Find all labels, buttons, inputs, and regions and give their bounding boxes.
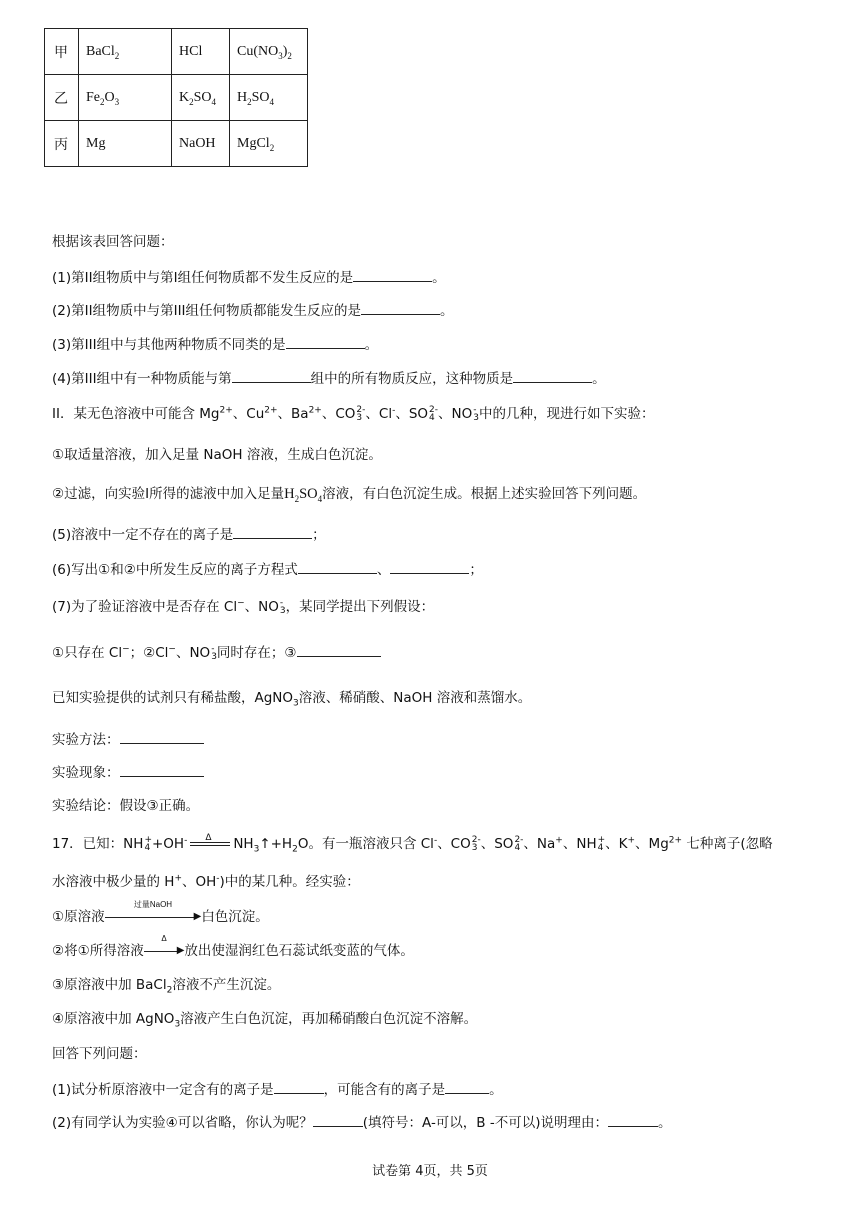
answer-blank[interactable]: [445, 1079, 489, 1094]
answer-question-2: (2)有同学认为实验④可以省略，你认为呢？ (填符号：A-可以，B -不可以)说明理由： 。: [52, 1112, 672, 1133]
group-label: 乙: [45, 75, 79, 121]
experiment-method: 实验方法：: [52, 729, 204, 750]
table-cell: $K_2SO_4$: [172, 75, 230, 121]
reaction-arrow: 过量NaOH ▶: [105, 907, 202, 927]
experiment-1: ①取适量溶液，加入足量 NaOH 溶液，生成白色沉淀。: [52, 447, 382, 463]
table-cell: BaCl$_2$: [79, 29, 172, 75]
answer-blank[interactable]: [513, 368, 592, 383]
step-4: ④原溶液中加 AgNO$_3$溶液产生白色沉淀，再加稀硝酸白色沉淀不溶解。: [52, 1011, 478, 1030]
table-cell: NaOH: [172, 121, 230, 167]
question-3: (3)第III组中与其他两种物质不同类的是 。: [52, 334, 378, 355]
substance-table: [44, 28, 308, 167]
answer-blank[interactable]: [608, 1112, 658, 1127]
question-2: (2)第II组物质中与第III组任何物质都能发生反应的是 。: [52, 300, 454, 321]
answer-prompt: 回答下列问题：: [52, 1046, 147, 1062]
answer-question-1: (1)试分析原溶液中一定含有的离子是 ，可能含有的离子是 。: [52, 1079, 503, 1100]
answer-blank[interactable]: [298, 559, 377, 574]
experiment-2: ②过滤，向实验I所得的滤液中加入足量$H_2SO_4$溶液，有白色沉淀生成。根据上述实验回答下列问题。: [52, 486, 647, 504]
answer-blank[interactable]: [120, 729, 204, 744]
table-cell: $Fe_2O_3$: [79, 75, 172, 121]
step-2: ②将①所得溶液 Δ ▶放出使湿润红色石蕊试纸变蓝的气体。: [52, 934, 414, 959]
experiment-phenomenon: 实验现象：: [52, 762, 204, 783]
answer-blank[interactable]: [274, 1079, 324, 1094]
step-3: ③原溶液中加 BaCl$_2$溶液不产生沉淀。: [52, 977, 281, 996]
part-ii-stem: II．某无色溶液中可能含 $Mg^{2+}$、$Cu^{2+}$、$Ba^{2+}$、CO 2- 3 、Cl-、SO 2- 4 、NO - 3 中的几种，现进行如下实验：: [52, 405, 655, 423]
question-5: (5)溶液中一定不存在的离子是 ；: [52, 524, 326, 545]
intro-text: 根据该表回答问题：: [52, 234, 174, 250]
table-cell: $H_2SO_4$: [230, 75, 308, 121]
answer-blank[interactable]: [361, 300, 440, 315]
question-4: (4)第III组中有一种物质能与第 组中的所有物质反应，这种物质是 。: [52, 368, 606, 389]
page-footer: 试卷第 4页，共 5页: [372, 1164, 488, 1179]
answer-blank[interactable]: [297, 642, 381, 657]
table-row: [45, 75, 308, 121]
table-cell: Mg: [79, 121, 172, 167]
answer-blank[interactable]: [232, 368, 311, 383]
question-17-line2: 水溶液中极少量的 H+、OH-)中的某几种。经实验：: [52, 873, 360, 890]
experiment-conclusion: 实验结论：假设③正确。: [52, 798, 200, 814]
answer-blank[interactable]: [313, 1112, 363, 1127]
step-1: ①原溶液 过量NaOH ▶白色沉淀。: [52, 900, 269, 925]
table-row: [45, 29, 308, 75]
heating-arrow: Δ ▶: [144, 941, 185, 961]
group-label: 甲: [45, 29, 79, 75]
hypotheses: ①只存在 Cl−；②Cl−、NO - 3 同时存在；③: [52, 642, 381, 663]
table-cell: HCl: [172, 29, 230, 75]
answer-blank[interactable]: [286, 334, 365, 349]
heating-equals-sign: Δ: [190, 839, 230, 849]
table-cell: $Cu(NO_3)_2$: [230, 29, 308, 75]
question-17-stem: 17．已知：NH + 4 +OH- Δ $NH_3↑+H_2O$。有一瓶溶液只含 Cl-、CO 2- 3 、SO 2- 4 、Na+、NH + 4 、K+、$Mg^{2+}$ 七种离子(忽略: [52, 833, 773, 855]
group-label: 丙: [45, 121, 79, 167]
question-6: (6)写出①和②中所发生反应的离子方程式 、 ；: [52, 559, 483, 580]
answer-blank[interactable]: [120, 762, 204, 777]
reagents-text: 已知实验提供的试剂只有稀盐酸，AgNO$_3$溶液、稀硝酸、NaOH 溶液和蒸馏水。: [52, 690, 532, 709]
table-cell: MgCl$_2$: [230, 121, 308, 167]
question-1: (1)第II组物质中与第I组任何物质都不发生反应的是 。: [52, 267, 446, 288]
answer-blank[interactable]: [353, 267, 432, 282]
table-row: [45, 121, 308, 167]
question-7: (7)为了验证溶液中是否存在 Cl−、NO - 3 ，某同学提出下列假设：: [52, 598, 435, 616]
answer-blank[interactable]: [233, 524, 312, 539]
answer-blank[interactable]: [390, 559, 469, 574]
